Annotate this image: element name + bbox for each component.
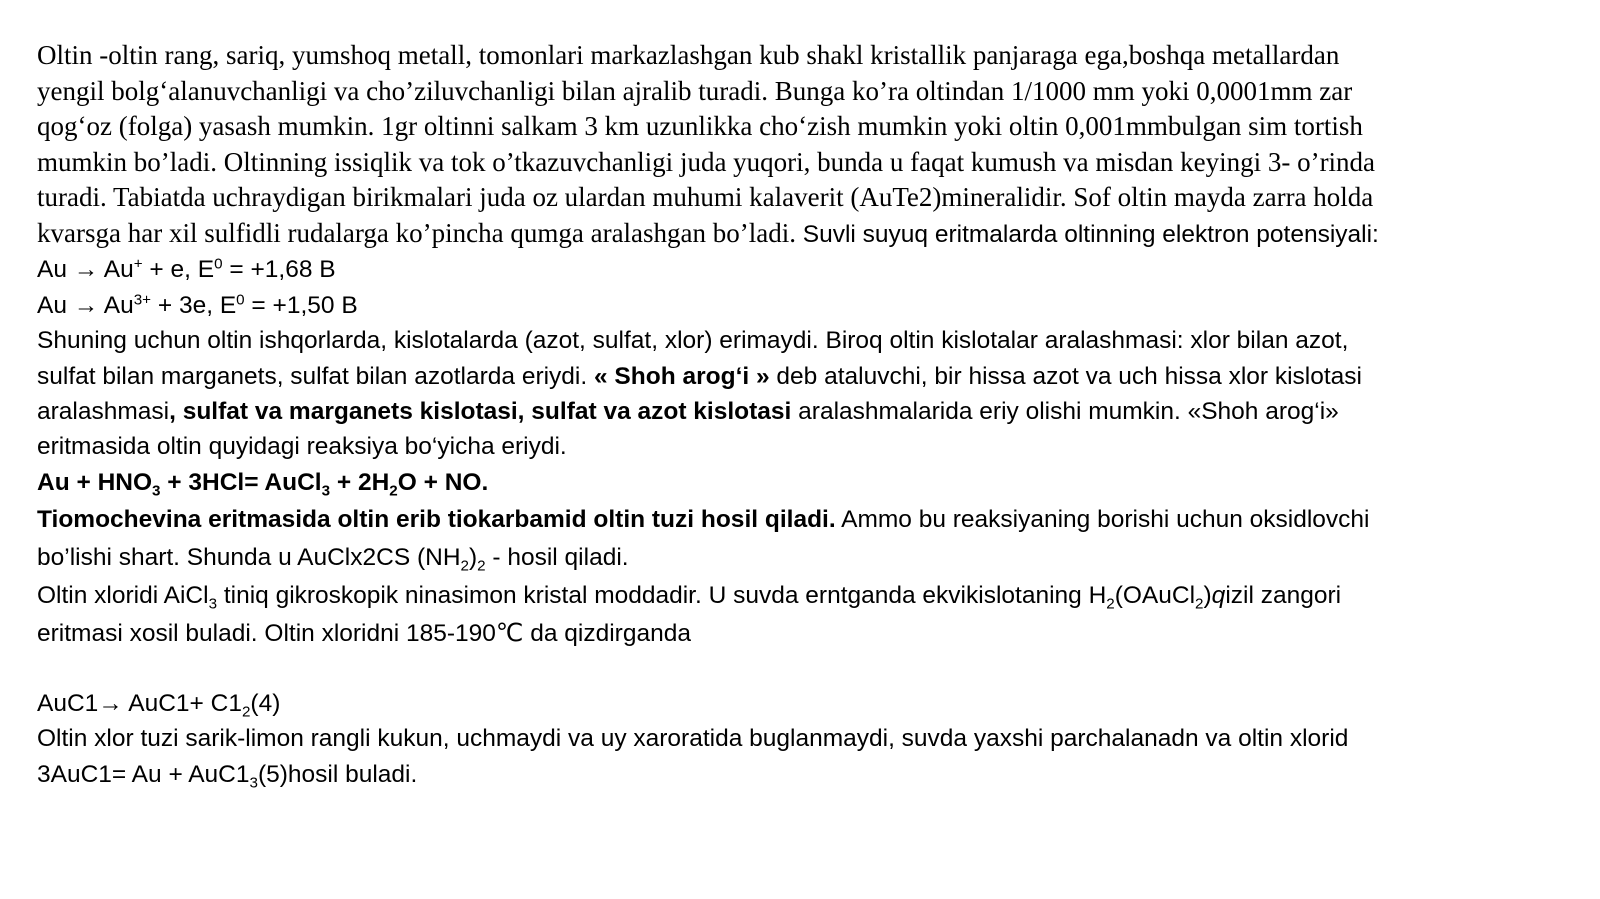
shoh-arogi-bold: « Shoh arog‘i » — [594, 362, 770, 390]
equation-1: Au → Au+ + e, $E^0 = +1,68$ B — [37, 256, 336, 284]
text-line: Tiomochevina eritmasida oltin erib tiokarbamid oltin tuzi hosil qiladi. Ammo bu reaksiyaning borishi uchun oksidlovchi — [37, 506, 1370, 534]
text-line: $3AuC1= Au + AuC1_3(5)hosil$ buladi. — [37, 760, 418, 792]
paragraph-main — [37, 252, 1577, 792]
text-segment-serif: kvarsga har xil sulfidli rudalarga ko’pincha qumga aralashgan bo’ladi. — [37, 217, 803, 248]
text-line: qog‘oz (folga) yasash mumkin. 1gr oltinni salkam 3 km uzunlikka cho‘zish mumkin yoki oltin 0,001mmbulgan sim tortish — [37, 111, 1363, 142]
document-page — [37, 38, 1577, 792]
text-line: eritmasida oltin quyidagi reaksiya bo‘yicha eriydi. — [37, 433, 567, 461]
text-segment-sans: Suvli suyuq eritmalarda oltinning elektron potensiyali: — [802, 220, 1379, 248]
thiourea-bold: Tiomochevina eritmasida oltin erib tiokarbamid oltin tuzi hosil qiladi. — [37, 506, 836, 534]
text-line: sulfat bilan marganets, sulfat bilan azotlarda eriydi. « Shoh arog‘i » deb ataluvchi, bir hissa azot va uch hissa xlor kislotasi — [37, 362, 1362, 390]
text-line: Oltin -oltin rang, sariq, yumshoq metall, tomonlari markazlashgan kub shakl kristallik panjaraga ega,boshqa metallardan — [37, 40, 1340, 70]
text-line: Oltin xlor tuzi sarik-limon rangli kukun, uchmaydi va uy xaroratida buglanmaydi, suvda yaxshi parchalanadn va oltin xlorid — [37, 725, 1349, 753]
text-line: turadi. Tabiatda uchraydigan birikmalari juda oz ulardan muhumi kalaverit (AuTe2)mineralidir. Sof oltin mayda zarra holda — [37, 182, 1374, 213]
text-line — [37, 216, 1577, 252]
acid-mixtures-bold: , sulfat va marganets kislotasi, sulfat va azot kislotasi — [169, 398, 792, 425]
reaction-equation: $Au + HNO_3 + 3HCl=$ AuCl$_3$ + $2H_2O$ + NO. — [37, 468, 489, 500]
text-line: bo’lishi shart. Shunda u AuClx2CS $(NH_2)_2$ - hosil qiladi. — [37, 544, 629, 575]
text-line: mumkin bo’ladi. Oltinning issiqlik va tok o’tkazuvchanligi juda yuqori, bunda u faqat kumush va misdan keyingi 3- o’rinda — [37, 146, 1376, 177]
equation-2: $Au \to Au^{3+} + 3e$, $E^0 = +1,50$ B — [37, 291, 358, 319]
text-line: Shuning uchun oltin ishqorlarda, kislotalarda (azot, sulfat, xlor) erimaydi. Biroq oltin kislotalar aralashmasi: xlor bilan azot, — [37, 327, 1349, 355]
text-line: aralashmasi, sulfat va marganets kislotasi, sulfat va azot kislotasi aralashmalarida eriy olishi mumkin. «Shoh arog‘i» — [37, 398, 1339, 425]
blank-line — [37, 651, 1577, 686]
paragraph-intro — [37, 38, 1577, 252]
text-line: yengil bolg‘alanuvchanligi va cho’ziluvchanligi bilan ajralib turadi. Bunga ko’ra oltindan 1/1000 mm yoki 0,0001mm zar — [37, 75, 1353, 106]
text-line: eritmasi xosil buladi. Oltin xloridni 185-190℃ da qizdirganda — [37, 619, 691, 647]
text-line: Oltin xloridi AiCl$_3$ tiniq gikroskopik ninasimon kristal moddadir. U suvda erntganda ekvikislotaning $H_2(OAuCl_2)qizil$ zangori — [37, 581, 1342, 612]
equation-3: $AuC1\to AuC1+ C1_2(4)$ — [37, 690, 281, 721]
